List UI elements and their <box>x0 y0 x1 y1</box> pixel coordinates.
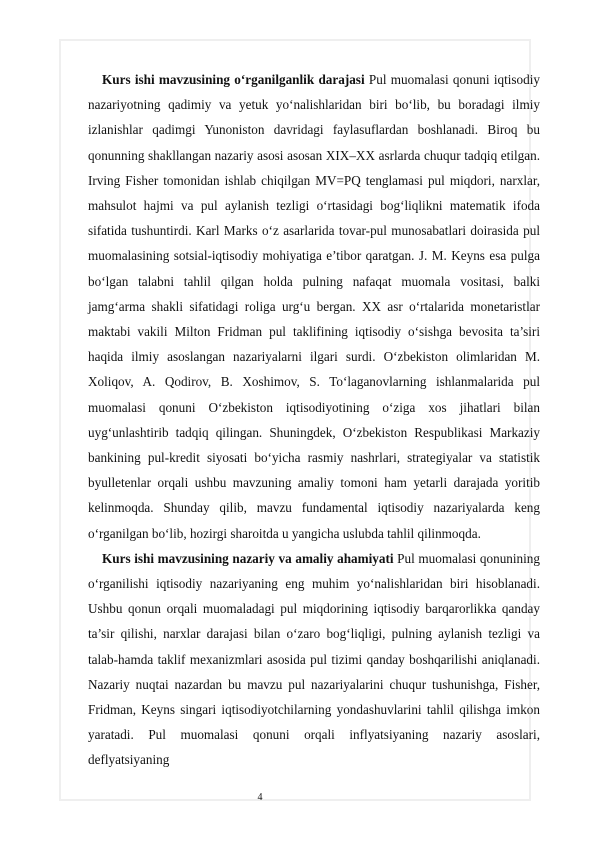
paragraph-text: Pul muomalasi qonuni iqtisodiy nazariyotning qadimiy va yetuk yo‘nalishlaridan biri bo‘lib, bu boradagi ilmiy izlanishlar qadimgi Yunoniston davridagi faylasuflardan boshlanadi. Biroq bu qonunning shakllangan nazariy asosi asosan XIX–XX asrlarda chuqur tadqiq etilgan. Irving Fisher tomonidan ishlab chiqilgan MV=PQ tenglamasi pul miqdori, narxlar, mahsulot hajmi va pul aylanish tezligi o‘rtasidagi bog‘liqlikni matematik ifoda sifatida tushuntirdi. Karl Marks o‘z asarlarida tovar-pul munosabatlari doirasida pul muomalasining sotsial-iqtisodiy mohiyatiga e’tibor qaratgan. J. M. Keyns esa pulga bo‘lgan talabni tahlil qilgan holda pulning nafaqat muomala vositasi, balki jamg‘arma shakli sifatidagi roliga urg‘u bergan. XX asr o‘rtalarida monetaristlar maktabi vakili Milton Fridman pul taklifining iqtisodiy o‘sishga bevosita ta’siri haqida ilmiy asoslangan nazariyalarni ilgari surdi. O‘zbekiston olimlaridan M. Xoliqov, A. Qodirov, B. Xoshimov, S. To‘laganovlarning ishlanmalarida pul muomalasi qonuni O‘zbekiston iqtisodiyotining o‘ziga xos jihatlari bilan uyg‘unlashtirib tadqiq qilingan. Shuningdek, O‘zbekiston Respublikasi Markaziy bankining pul-kredit siyosati bo‘yicha rasmiy nashrlari, strategiyalar va statistik byulletenlar orqali ushbu mavzuning amaliy tomoni ham yetarli darajada yoritib kelinmoqda. Shunday qilib, mavzu fundamental iqtisodiy nazariyalarda keng o‘rganilgan bo‘lib, hozirgi sharoitda u yangicha uslubda tahlil qilinmoqda. <box>88 72 540 541</box>
paragraph-significance <box>88 546 540 773</box>
page-body <box>88 67 540 773</box>
paragraph-study-level <box>88 67 540 546</box>
paragraph-heading: Kurs ishi mavzusining nazariy va amaliy ahamiyati <box>102 550 394 566</box>
paragraph-heading: Kurs ishi mavzusining o‘rganilganlik darajasi <box>102 72 365 87</box>
page-number: 4 <box>257 792 263 803</box>
paragraph-text: Pul muomalasi qonunining o‘rganilishi iqtisodiy nazariyaning eng muhim yo‘nalishlaridan biri hisoblanadi. Ushbu qonun orqali muomaladagi pul miqdorining iqtisodiy barqarorlikka qanday ta’sir qilishi, narxlar darajasi bilan o‘zaro bog‘liqligi, pulning aylanish tezligi va talab-hamda taklif mexanizmlari asosida pul tizimi qanday boshqarilishi aniqlanadi. Nazariy nuqtai nazardan bu mavzu pul nazariyalarini chuqur tushunishga, Fisher, Fridman, Keyns singari iqtisodiyotchilarning yondashuvlarini tahlil qilishga imkon yaratadi. Pul muomalasi qonuni orqali inflyatsiyaning nazariy asoslari, deflyatsiyaning <box>88 550 540 768</box>
